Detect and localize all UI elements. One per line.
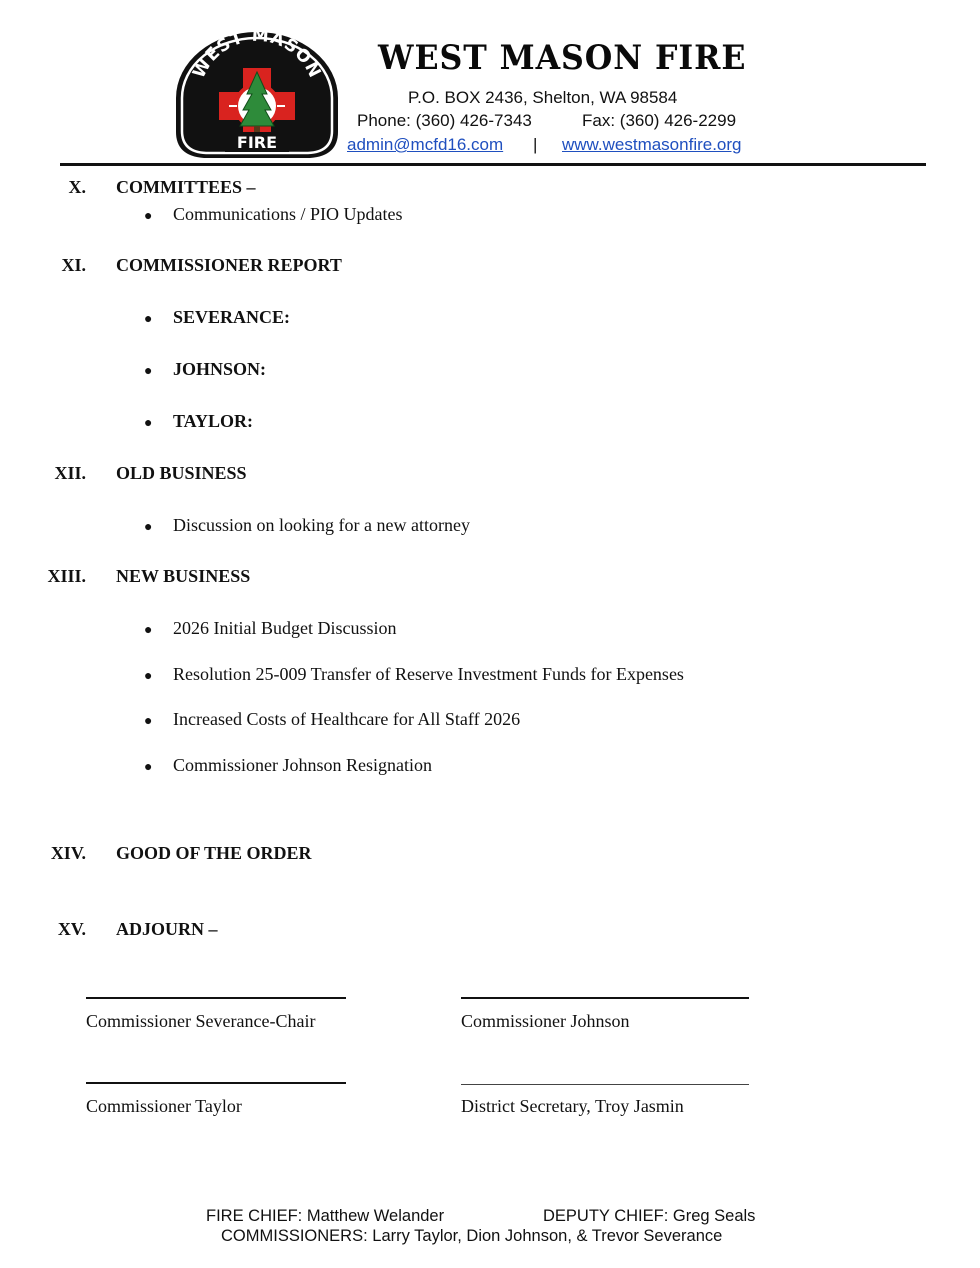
bullet-icon: ● [144, 312, 153, 327]
list-item-text: 2026 Initial Budget Discussion [173, 618, 397, 638]
header-divider [60, 163, 926, 166]
email-link[interactable]: admin@mcfd16.com [347, 135, 504, 154]
list-item-text: TAYLOR: [173, 411, 254, 431]
section-number: X. [68, 177, 86, 197]
list-item-text: SEVERANCE: [173, 307, 291, 327]
list-item [144, 411, 253, 432]
logo-arc-text: WEST MASON [189, 28, 325, 82]
section-number: XIV. [50, 843, 86, 863]
bullet-icon: ● [144, 416, 153, 431]
bullet-icon: ● [144, 760, 153, 775]
section-number: XIII. [47, 566, 86, 586]
list-item [144, 515, 470, 536]
list-item-text: Increased Costs of Healthcare for All Staff 2026 [173, 709, 521, 729]
list-item-text: Commissioner Johnson Resignation [173, 755, 433, 775]
website-link[interactable]: www.westmasonfire.org [562, 135, 742, 154]
bullet-icon: ● [144, 364, 153, 379]
bullet-icon: ● [144, 669, 153, 684]
bullet-icon: ● [144, 520, 153, 535]
list-item [144, 755, 432, 776]
signature-line [86, 997, 346, 999]
section-number: XII. [54, 463, 86, 483]
logo-fire-text: FIRE [236, 133, 278, 152]
list-item [144, 307, 290, 328]
header-separator: | [533, 135, 538, 154]
mailing-address: P.O. BOX 2436, Shelton, WA 98584 [408, 88, 678, 107]
bullet-icon: ● [144, 209, 153, 224]
section-heading-committees: COMMITTEES – [116, 177, 256, 197]
bullet-icon: ● [144, 714, 153, 729]
list-item [144, 709, 520, 730]
signature-line [86, 1082, 346, 1084]
section-heading-old-business: OLD BUSINESS [116, 463, 247, 483]
list-item-text: Discussion on looking for a new attorney [173, 515, 470, 535]
signature-line [461, 997, 749, 999]
section-heading-adjourn: ADJOURN – [116, 919, 218, 939]
west-mason-fire-logo [170, 28, 344, 162]
list-item [144, 664, 684, 685]
fax-number: Fax: (360) 426-2299 [582, 111, 737, 130]
list-item [144, 359, 266, 380]
signature-label-taylor: Commissioner Taylor [86, 1096, 242, 1116]
section-heading-commissioner-report: COMMISSIONER REPORT [116, 255, 342, 275]
phone-number: Phone: (360) 426-7343 [357, 111, 532, 130]
list-item-text: JOHNSON: [173, 359, 267, 379]
list-item-text: Communications / PIO Updates [173, 204, 403, 224]
bullet-icon: ● [144, 623, 153, 638]
signature-label-severance: Commissioner Severance-Chair [86, 1011, 316, 1031]
footer-commissioners: COMMISSIONERS: Larry Taylor, Dion Johnson, & Trevor Severance [221, 1227, 723, 1245]
list-item [144, 618, 397, 639]
signature-label-johnson: Commissioner Johnson [461, 1011, 630, 1031]
signature-label-district-secretary: District Secretary, Troy Jasmin [461, 1096, 684, 1116]
list-item [144, 204, 402, 225]
section-heading-good-of-the-order: GOOD OF THE ORDER [116, 843, 312, 863]
list-item-text: Resolution 25-009 Transfer of Reserve Investment Funds for Expenses [173, 664, 684, 684]
section-number: XI. [61, 255, 86, 275]
organization-title: WEST MASON FIRE [378, 38, 747, 78]
section-heading-new-business: NEW BUSINESS [116, 566, 251, 586]
signature-line [461, 1084, 749, 1085]
footer-deputy-chief: DEPUTY CHIEF: Greg Seals [543, 1207, 756, 1225]
section-number: XV. [57, 919, 86, 939]
footer-fire-chief: FIRE CHIEF: Matthew Welander [206, 1207, 445, 1225]
